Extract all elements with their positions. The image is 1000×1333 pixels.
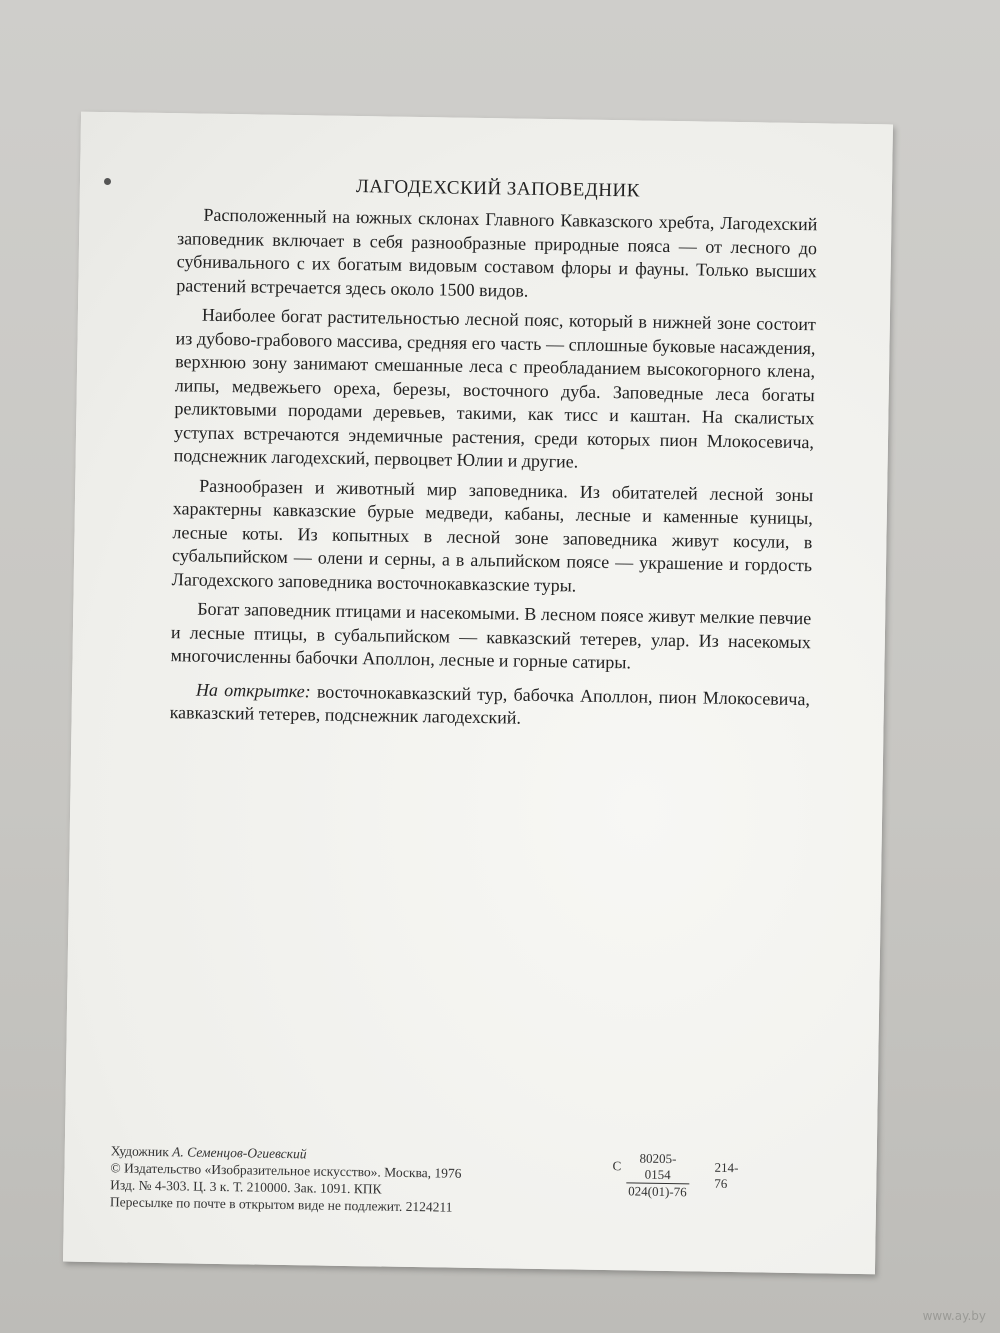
postcard-caption — [169, 678, 810, 735]
imprint-block — [110, 1142, 811, 1221]
postcard-back — [63, 112, 893, 1275]
site-watermark: www.ay.by — [922, 1309, 986, 1323]
index-prefix: С — [612, 1158, 622, 1174]
edition-line: Изд. № 4-303. Ц. 3 к. Т. 210000. Зак. 1091. КПК — [110, 1177, 382, 1197]
artist-name: А. Семенцов-Огиевский — [172, 1144, 307, 1162]
index-numerator: 80205-0154 — [626, 1150, 689, 1184]
card-text-block — [169, 173, 818, 734]
index-fraction — [626, 1150, 689, 1200]
index-denominator: 024(01)-76 — [628, 1183, 687, 1200]
paragraph-flora: Наиболее богат растительностью лесной пояс, который в нижней зоне состоит из дубово-грабового массива, средняя его часть — сплошные буковые насаждения, верхнюю зону занимают смешанные леса с преобладанием высокогорного клена, липы, медвежьего ореха, березы, восточного дуба. Заповедные леса богаты реликтовыми породами деревьев, такими, как тисс и каштан. На скалистых уступах встречаются эндемичные растения, среди которых пион Млокосевича, подснежник лагодехский, первоцвет Юлии и другие. — [173, 304, 816, 472]
pencil-dot — [104, 178, 111, 185]
paragraph-birds-insects: Богат заповедник птицами и насекомыми. В лесном поясе живут мелкие певчие и лесные птицы, в субальпийском — кавказский тетерев, улар. Из насекомых многочисленны бабочки Аполлон, лесные и горные сатиры. — [170, 598, 812, 673]
paragraph-fauna: Разнообразен и животный мир заповедника. Из обитателей лесной зоны характерны кавказские бурые медведи, кабаны, лесные и каменные куницы, лесные коты. Из копытных в лесной зоне заповедника живут косули, в субальпийском — олени и серны, а в альпийском поясе — украшение и гордость Лагодехского заповедника восточнокавказские туры. — [171, 475, 814, 596]
mail-note-line: Пересылке по почте в открытом виде не подлежит. 2124211 — [109, 1194, 453, 1215]
index-tail: 214-76 — [714, 1159, 739, 1191]
caption-label: На открытке: — [195, 679, 311, 701]
paragraph-intro: Расположенный на южных склонах Главного Кавказского хребта, Лагодехский заповедник включает в себя разнообразные природные пояса — от лесного до субнивального с их богатым видовым составом флоры и фауны. Только высших растений встречается здесь около 1500 видов. — [176, 204, 818, 301]
publisher-line: © Издательство «Изобразительное искусство». Москва, 1976 — [110, 1160, 462, 1181]
artist-label: Художник — [110, 1143, 173, 1160]
caption-text: восточнокавказский тур, бабочка Аполлон, пион Млокосевича, кавказский тетерев, подснежник лагодехский. — [169, 680, 811, 728]
card-title: ЛАГОДЕХСКИЙ ЗАПОВЕДНИК — [355, 176, 641, 202]
